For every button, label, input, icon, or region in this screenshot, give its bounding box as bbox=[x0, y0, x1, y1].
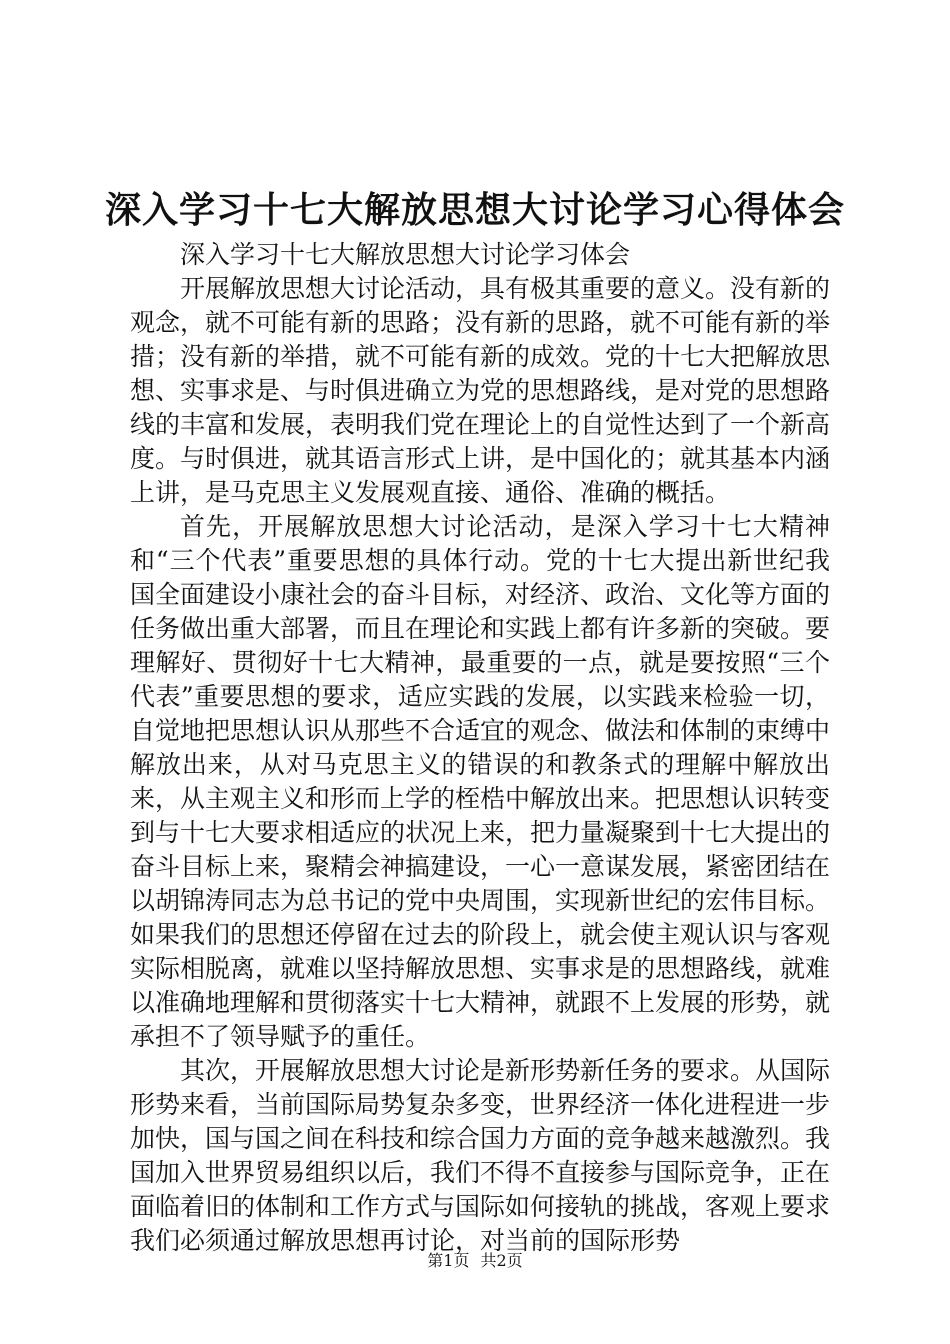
document-body bbox=[130, 238, 830, 1258]
page-number: 第1页 bbox=[427, 1251, 470, 1270]
page-total: 共2页 bbox=[480, 1251, 523, 1270]
body-paragraph: 首先，开展解放思想大讨论活动，是深入学习十七大精神和“三个代表”重要思想的具体行动。党的十七大提出新世纪我国全面建设小康社会的奋斗目标，对经济、政治、文化等方面的任务做出重大部署，而且在理论和实践上都有许多新的突破。要理解好、贯彻好十七大精神，最重要的一点，就是要按照“三个代表”重要思想的要求，适应实践的发展，以实践来检验一切，自觉地把思想认识从那些不合适宜的观念、做法和体制的束缚中解放出来，从对马克思主义的错误的和教条式的理解中解放出来，从主观主义和形而上学的桎梏中解放出来。把思想认识转变到与十七大要求相适应的状况上来，把力量凝聚到十七大提出的奋斗目标上来，聚精会神搞建设，一心一意谋发展，紧密团结在以胡锦涛同志为总书记的党中央周围，实现新世纪的宏伟目标。如果我们的思想还停留在过去的阶段上，就会使主观认识与客观实际相脱离，就难以坚持解放思想、实事求是的思想路线，就难以准确地理解和贯彻落实十七大精神，就跟不上发展的形势，就承担不了领导赋予的重任。 bbox=[130, 512, 831, 1051]
subtitle-paragraph: 深入学习十七大解放思想大讨论学习体会 bbox=[180, 240, 631, 269]
page-footer bbox=[0, 1250, 950, 1272]
document-title: 深入学习十七大解放思想大讨论学习心得体会 bbox=[104, 189, 845, 231]
body-paragraph: 开展解放思想大讨论活动，具有极其重要的意义。没有新的观念，就不可能有新的思路；没有新的思路，就不可能有新的举措；没有新的举措，就不可能有新的成效。党的十七大把解放思想、实事求是、与时俱进确立为党的思想路线，是对党的思想路线的丰富和发展，表明我们党在理论上的自觉性达到了一个新高度。与时俱进，就其语言形式上讲，是中国化的；就其基本内涵上讲，是马克思主义发展观直接、通俗、准确的概括。 bbox=[130, 274, 831, 507]
body-paragraph: 其次，开展解放思想大讨论是新形势新任务的要求。从国际形势来看，当前国际局势复杂多变，世界经济一体化进程进一步加快，国与国之间在科技和综合国力方面的竞争越来越激烈。我国加入世界贸易组织以后，我们不得不直接参与国际竞争，正在面临着旧的体制和工作方式与国际如何接轨的挑战，客观上要求我们必须通过解放思想再讨论，对当前的国际形势 bbox=[130, 1056, 831, 1255]
